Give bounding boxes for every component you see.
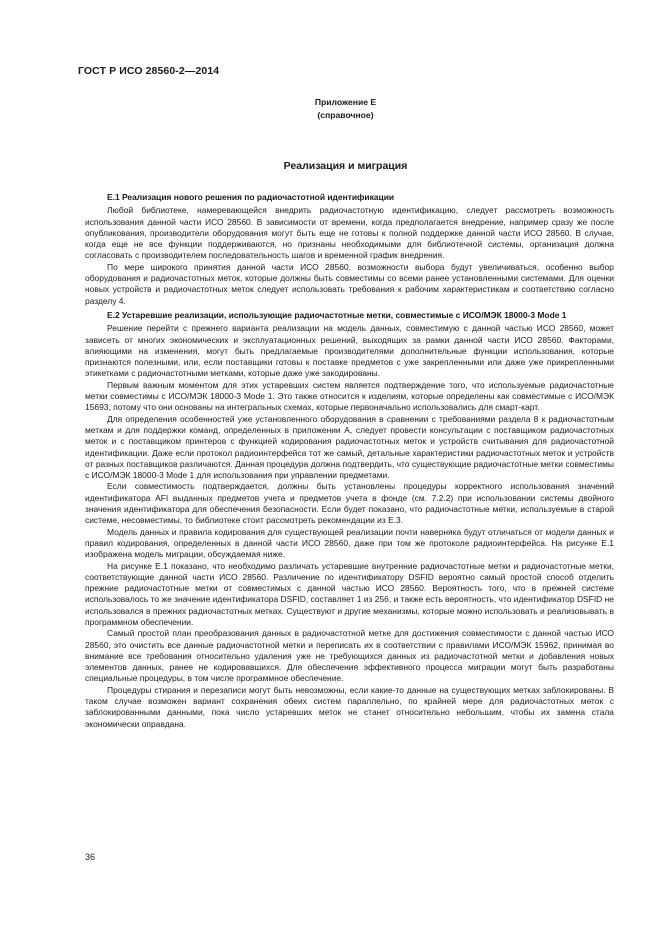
- section-heading-e2: Е.2 Устаревшие реализации, использующие радиочастотные метки, совместимые с ИСО/МЭК 18000-3 Mode 1: [107, 309, 567, 320]
- paragraph: Первым важным моментом для этих устаревших систем является подтверждение того, что используемые радиочастотные метки совместимы с ИСО/МЭК 18000-3 Mode 1. Это также относится к изделиям, которые определены как совместимые с ИСО/МЭК 15693, потому что они основаны на интегральных схемах, которые первоначально использовались для смарт-карт.: [85, 379, 614, 413]
- document-body: [85, 192, 614, 730]
- standard-header: ГОСТ Р ИСО 28560-2—2014: [78, 65, 220, 77]
- section-heading-e1: Е.1 Реализация нового решения по радиочастотной идентификации: [107, 192, 395, 202]
- paragraph: На рисунке Е.1 показано, что необходимо различать устаревшие внутренние радиочастотные метки и радиочастотные метки, соответствующие данной части ИСО 28560. Различение по идентификатору DSFID вероятно самый простой способ отделить прежние радиочастотные метки от совместимых с данной частью ИСО 28560. Вероятность того, что в прежней системе использовалось то же значение идентификатора DSFID, составляет 1 из 256, и также есть вероятность, что идентификатор DSFID не использовался в прежних радиочастотных метках. Существуют и другие механизмы, которые можно использовать и реализовывать в программном обеспечении.: [85, 560, 614, 627]
- paragraph: Для определения особенностей уже установленного оборудования в сравнении с требованиями раздела 8 к радиочастотным меткам и для поддержки команд, определенных в приложении А, следует провести консультации с поставщиком радиочастотных меток и с поставщиком принтеров с функцией кодирования радиочастотных меток и устройств считывания для радиочастотной идентификации. Даже если протокол радиоинтерфейса тот же самый, детальные характеристики радиочастотных меток и устройств от разных поставщиков различаются. Данная процедура должна подтвердить, что существующие радиочастотные метки совместимы с ИСО/МЭК 18000-3 Mode 1 для использования при управлении предметами.: [85, 413, 614, 481]
- paragraph: Если совместимость подтверждается, должны быть установлены процедуры корректного использования значений идентификатора AFI выданных предметов учета и предметов учета в фонде (см. 7.2.2) при использовании системы двойного значения идентификатора для обеспечения безопасности. Если будет показано, что радиочастотные метки, используемые в старой системе, несовместимы, то библиотеке стоит рассмотреть рекомендации из Е.3.: [85, 481, 614, 526]
- annex-label: [0, 96, 661, 122]
- annex-title: Приложение Е: [314, 97, 377, 107]
- page-number: 36: [85, 852, 96, 862]
- paragraph: Модель данных и правила кодирования для существующей реализации почти наверняка будут отличаться от модели данных и правил кодирования, определенных в данной части ИСО 28560, даже при том же протоколе радиоинтерфейса. На рисунке Е.1 изображена модель миграции, обсуждаемая ниже.: [85, 526, 614, 560]
- paragraph: Любой библиотеке, намеревающейся внедрить радиочастотную идентификацию, следует рассмотреть возможность использования данной части ИСО 28560. В зависимости от времени, когда предполагается внедрение, например сразу же после опубликования, производители оборудования могут быть еще не готовы к полной поддержке данной части ИСО 28560. В случае, когда еще не все функции поддерживаются, но признаны необходимыми для библиотечной системы, организация должна согласовать с производителем последовательность шагов и временной график внедрения.: [85, 205, 614, 261]
- paragraph: Решение перейти с прежнего варианта реализации на модель данных, совместимую с данной частью ИСО 28560, может зависеть от многих экономических и эксплуатационных решений, выходящих за рамки данной части ИСО 28560. Факторами, влияющими на изменения, могут быть предлагаемые производителями дополнительные функции использования, которые признаются полезными, или, если поставщики готовы к поставке предметов с уже закрепленными или даже уже прикрепленными этикетками с радиочастотными метками, которые даже уже закодированы.: [85, 323, 614, 379]
- paragraph: Самый простой план преобразования данных в радиочастотной метке для достижения совместимости с данной частью ИСО 28560, это очистить все данные радиочастотной метки и переписать их в соответствии с правилами ИСО/МЭК 15962, принимая во внимание все требования относительно удаления уже не требующихся данных из радиочастотной метки и добавления новых элементов данных, ранее не кодировавшихся. Для обеспечения эффективного процесса миграции могут быть разработаны специальные процедуры, в том числе программное обеспечение.: [85, 628, 614, 684]
- annex-heading: Реализация и миграция: [283, 160, 408, 172]
- annex-status: (справочное): [317, 110, 374, 120]
- paragraph: Процедуры стирания и перезаписи могут быть невозможны, если какие-то данные на существующих метках заблокированы. В таком случае возможен вариант сохранения обеих систем параллельно, по крайней мере для радиочастотных меток с заблокированными данными, пока число устаревших меток не станет относительно небольшим, чтобы их замена стала экономически оправдана.: [85, 684, 614, 729]
- paragraph: По мере широкого принятия данной части ИСО 28560, возможности выбора будут увеличиваться, особенно выбор оборудования и радиочастотных меток, которые должны быть совместимы со всеми ранее установленными системами. Для оценки новых устройств и радиочастотных меток следует использовать требования к рабочим характеристикам и соответствию согласно разделу 4.: [85, 261, 614, 306]
